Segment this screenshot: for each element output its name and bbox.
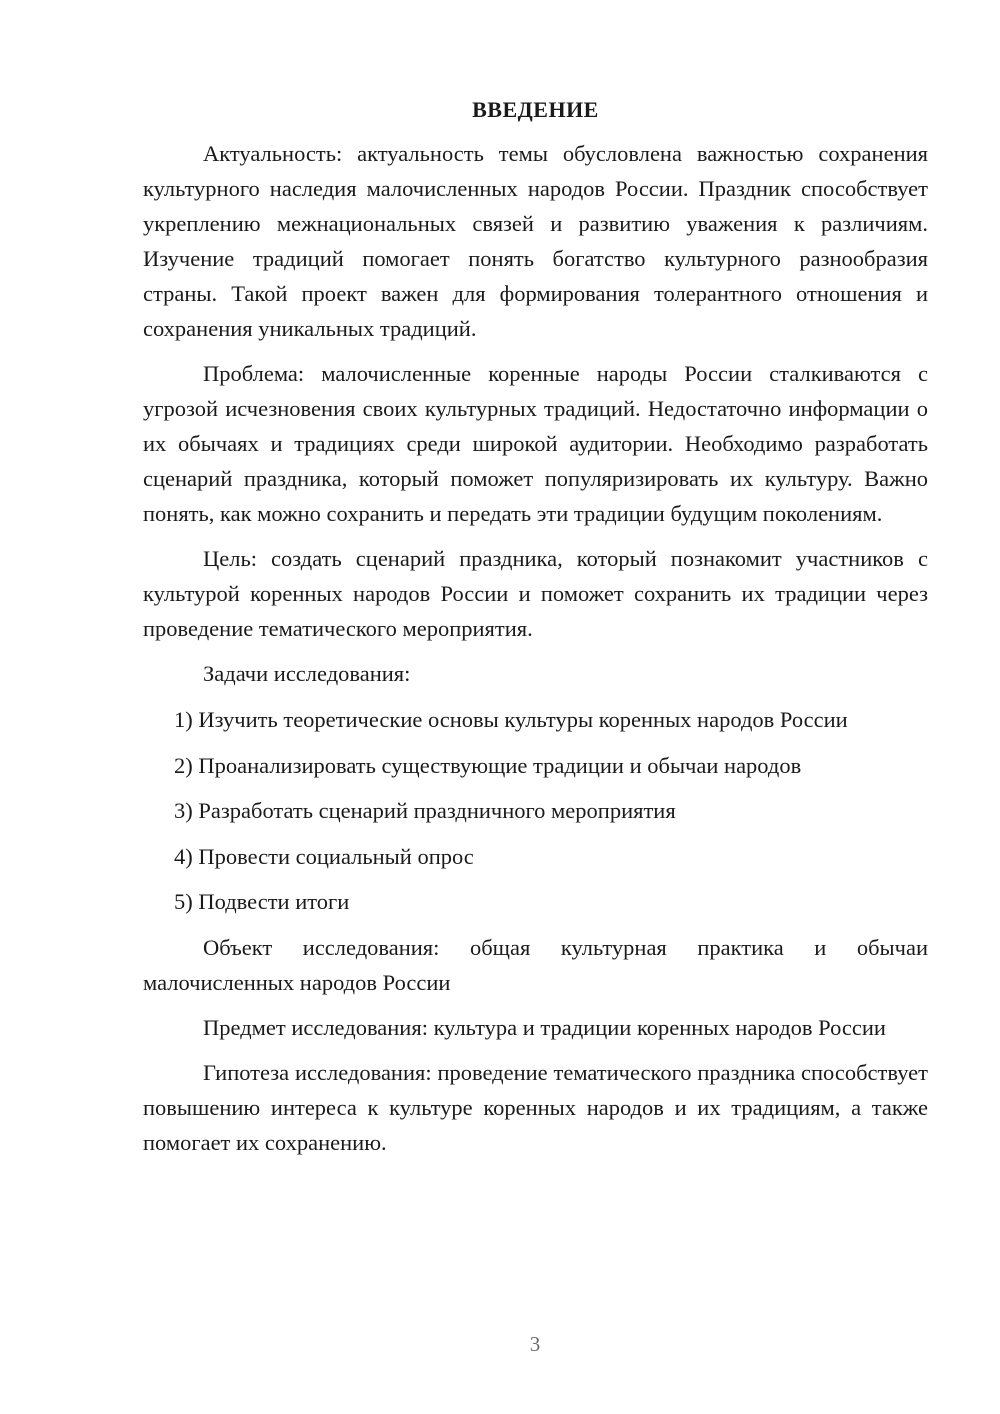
tasks-list: [143, 702, 928, 919]
subject-paragraph: Предмет исследования: культура и традиции коренных народов России: [203, 1015, 886, 1040]
list-item: 1) Изучить теоретические основы культуры коренных народов России: [174, 707, 848, 732]
hypothesis-paragraph: Гипотеза исследования: проведение тематического праздника способствует повышению интереса к культуре коренных народов и их традициям, а также помогает их сохранению.: [143, 1060, 928, 1155]
problem-paragraph: Проблема: малочисленные коренные народы России сталкиваются с угрозой исчезновения своих культурных традиций. Недостаточно информации о их обычаях и традициях среди широкой аудитории. Необходимо разработать сценарий праздника, который поможет популяризировать их культуру. Важно понять, как можно сохранить и передать эти традиции будущим поколениям.: [143, 361, 928, 526]
list-item: 5) Подвести итоги: [174, 889, 350, 914]
page-number: 3: [529, 1332, 541, 1356]
list-item: 2) Проанализировать существующие традиции и обычаи народов: [174, 752, 802, 778]
page-title: ВВЕДЕНИЕ: [472, 97, 599, 122]
goal-paragraph: Цель: создать сценарий праздника, который познакомит участников с культурой коренных народов России и поможет сохранить их традиции через проведение тематического мероприятия.: [143, 546, 928, 641]
relevance-paragraph: Актуальность: актуальность темы обусловлена важностью сохранения культурного наследия малочисленных народов России. Праздник способствует укреплению межнациональных связей и развитию уважения к различиям. Изучение традиций помогает понять богатство культурного разнообразия страны. Такой проект важен для формирования толерантного отношения и сохранения уникальных традиций.: [143, 141, 928, 341]
list-item: 4) Провести социальный опрос: [174, 843, 474, 869]
document-page: [143, 90, 928, 1170]
list-item: 3) Разработать сценарий праздничного мероприятия: [174, 798, 676, 823]
tasks-heading: Задачи исследования:: [203, 661, 411, 686]
object-paragraph: Объект исследования: общая культурная практика и обычаи малочисленных народов России: [143, 935, 928, 995]
